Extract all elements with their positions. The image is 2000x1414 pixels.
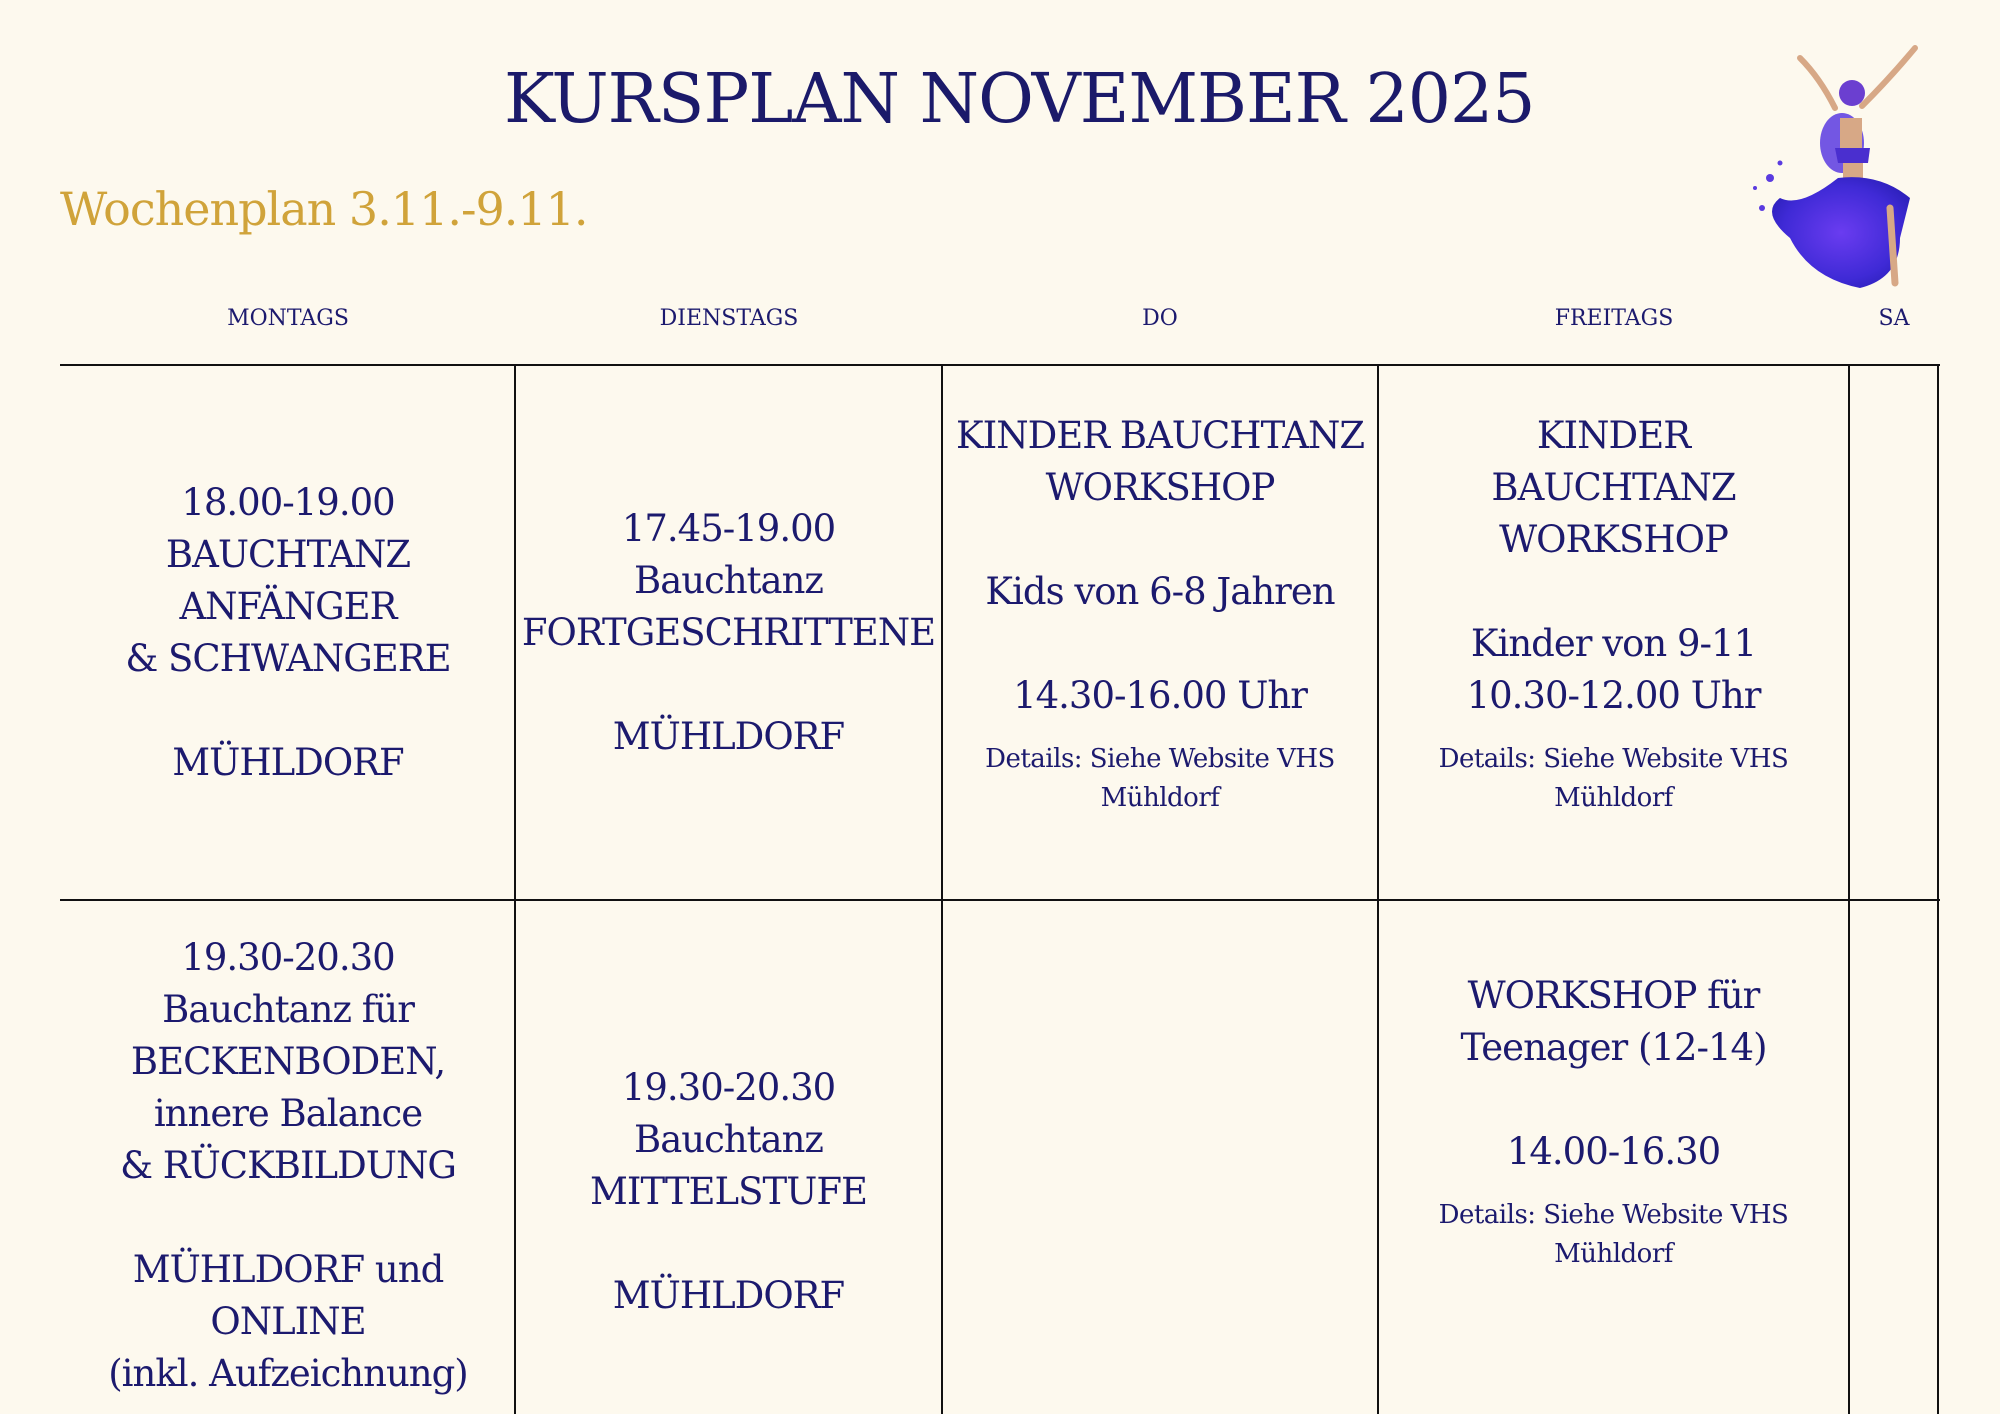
course-cell-tue-1 xyxy=(516,366,941,899)
day-header-dienstags: DIENSTAGS xyxy=(659,306,799,331)
course-cell-do-1 xyxy=(943,410,1377,860)
week-subtitle: Wochenplan 3.11.-9.11. xyxy=(60,182,588,236)
day-header-freitags: FREITAGS xyxy=(1554,306,1674,331)
cell-line: Bauchtanz xyxy=(634,558,823,602)
details-text: Mühldorf xyxy=(1100,783,1220,813)
cell-line: innere Balance xyxy=(153,1092,423,1135)
cell-line: KINDER BAUCHTANZ xyxy=(955,414,1365,457)
row-divider xyxy=(60,899,1940,901)
dancer-icon xyxy=(1740,38,1950,300)
column-divider xyxy=(1848,365,1850,1414)
day-header-montags: MONTAGS xyxy=(227,306,349,331)
course-cell-tue-2 xyxy=(516,1062,941,1362)
cell-line: 14.30-16.00 Uhr xyxy=(1013,674,1307,717)
cell-line: Kinder von 9-11 xyxy=(1470,622,1757,665)
cell-line: WORKSHOP xyxy=(1045,466,1275,509)
course-cell-mon-2 xyxy=(62,932,514,1402)
cell-line: MITTELSTUFE xyxy=(589,1170,867,1213)
cell-line: MÜHLDORF xyxy=(612,1274,845,1317)
cell-line: BECKENBODEN, xyxy=(130,1040,446,1083)
cell-line: WORKSHOP für xyxy=(1467,974,1760,1017)
course-cell-fri-1 xyxy=(1379,410,1848,860)
day-header-sa: SA xyxy=(1878,306,1910,331)
cell-line: ANFÄNGER xyxy=(179,584,397,628)
day-header-do: DO xyxy=(1142,306,1178,331)
cell-line: Kids von 6-8 Jahren xyxy=(985,570,1335,613)
cell-line: Bauchtanz für xyxy=(162,988,414,1031)
page-title: KURSPLAN NOVEMBER 2025 xyxy=(504,60,1535,139)
cell-line: 19.30-20.30 xyxy=(621,1066,836,1109)
cell-line: 17.45-19.00 xyxy=(621,506,836,550)
course-cell-mon-1 xyxy=(62,366,514,899)
cell-line: ONLINE xyxy=(210,1300,366,1343)
cell-line: BAUCHTANZ xyxy=(1491,466,1736,509)
details-text: Details: Siehe Website VHS xyxy=(1438,744,1789,774)
cell-line: MÜHLDORF xyxy=(172,740,404,784)
cell-line: BAUCHTANZ xyxy=(165,532,411,576)
cell-line: Bauchtanz xyxy=(634,1118,823,1161)
cell-line: & RÜCKBILDUNG xyxy=(120,1144,456,1187)
table-right-border xyxy=(1937,365,1939,1414)
cell-line: Teenager (12-14) xyxy=(1460,1026,1767,1069)
cell-line: MÜHLDORF xyxy=(612,714,845,758)
details-text: Mühldorf xyxy=(1554,1239,1673,1269)
cell-line: MÜHLDORF und xyxy=(132,1248,444,1291)
cell-line: 10.30-12.00 Uhr xyxy=(1466,674,1761,717)
cell-line: (inkl. Aufzeichnung) xyxy=(108,1352,468,1395)
cell-line: 14.00-16.30 xyxy=(1506,1130,1721,1173)
cell-line: KINDER xyxy=(1536,414,1691,457)
cell-line: FORTGESCHRITTENE xyxy=(521,610,936,654)
details-text: Details: Siehe Website VHS xyxy=(1438,1200,1789,1230)
cell-line: & SCHWANGERE xyxy=(125,636,451,680)
cell-line: 18.00-19.00 xyxy=(181,480,395,524)
details-text: Details: Siehe Website VHS xyxy=(985,744,1335,774)
course-cell-fri-2 xyxy=(1379,970,1848,1320)
cell-line: WORKSHOP xyxy=(1499,518,1728,561)
cell-line: 19.30-20.30 xyxy=(181,936,395,979)
details-text: Mühldorf xyxy=(1554,783,1673,813)
